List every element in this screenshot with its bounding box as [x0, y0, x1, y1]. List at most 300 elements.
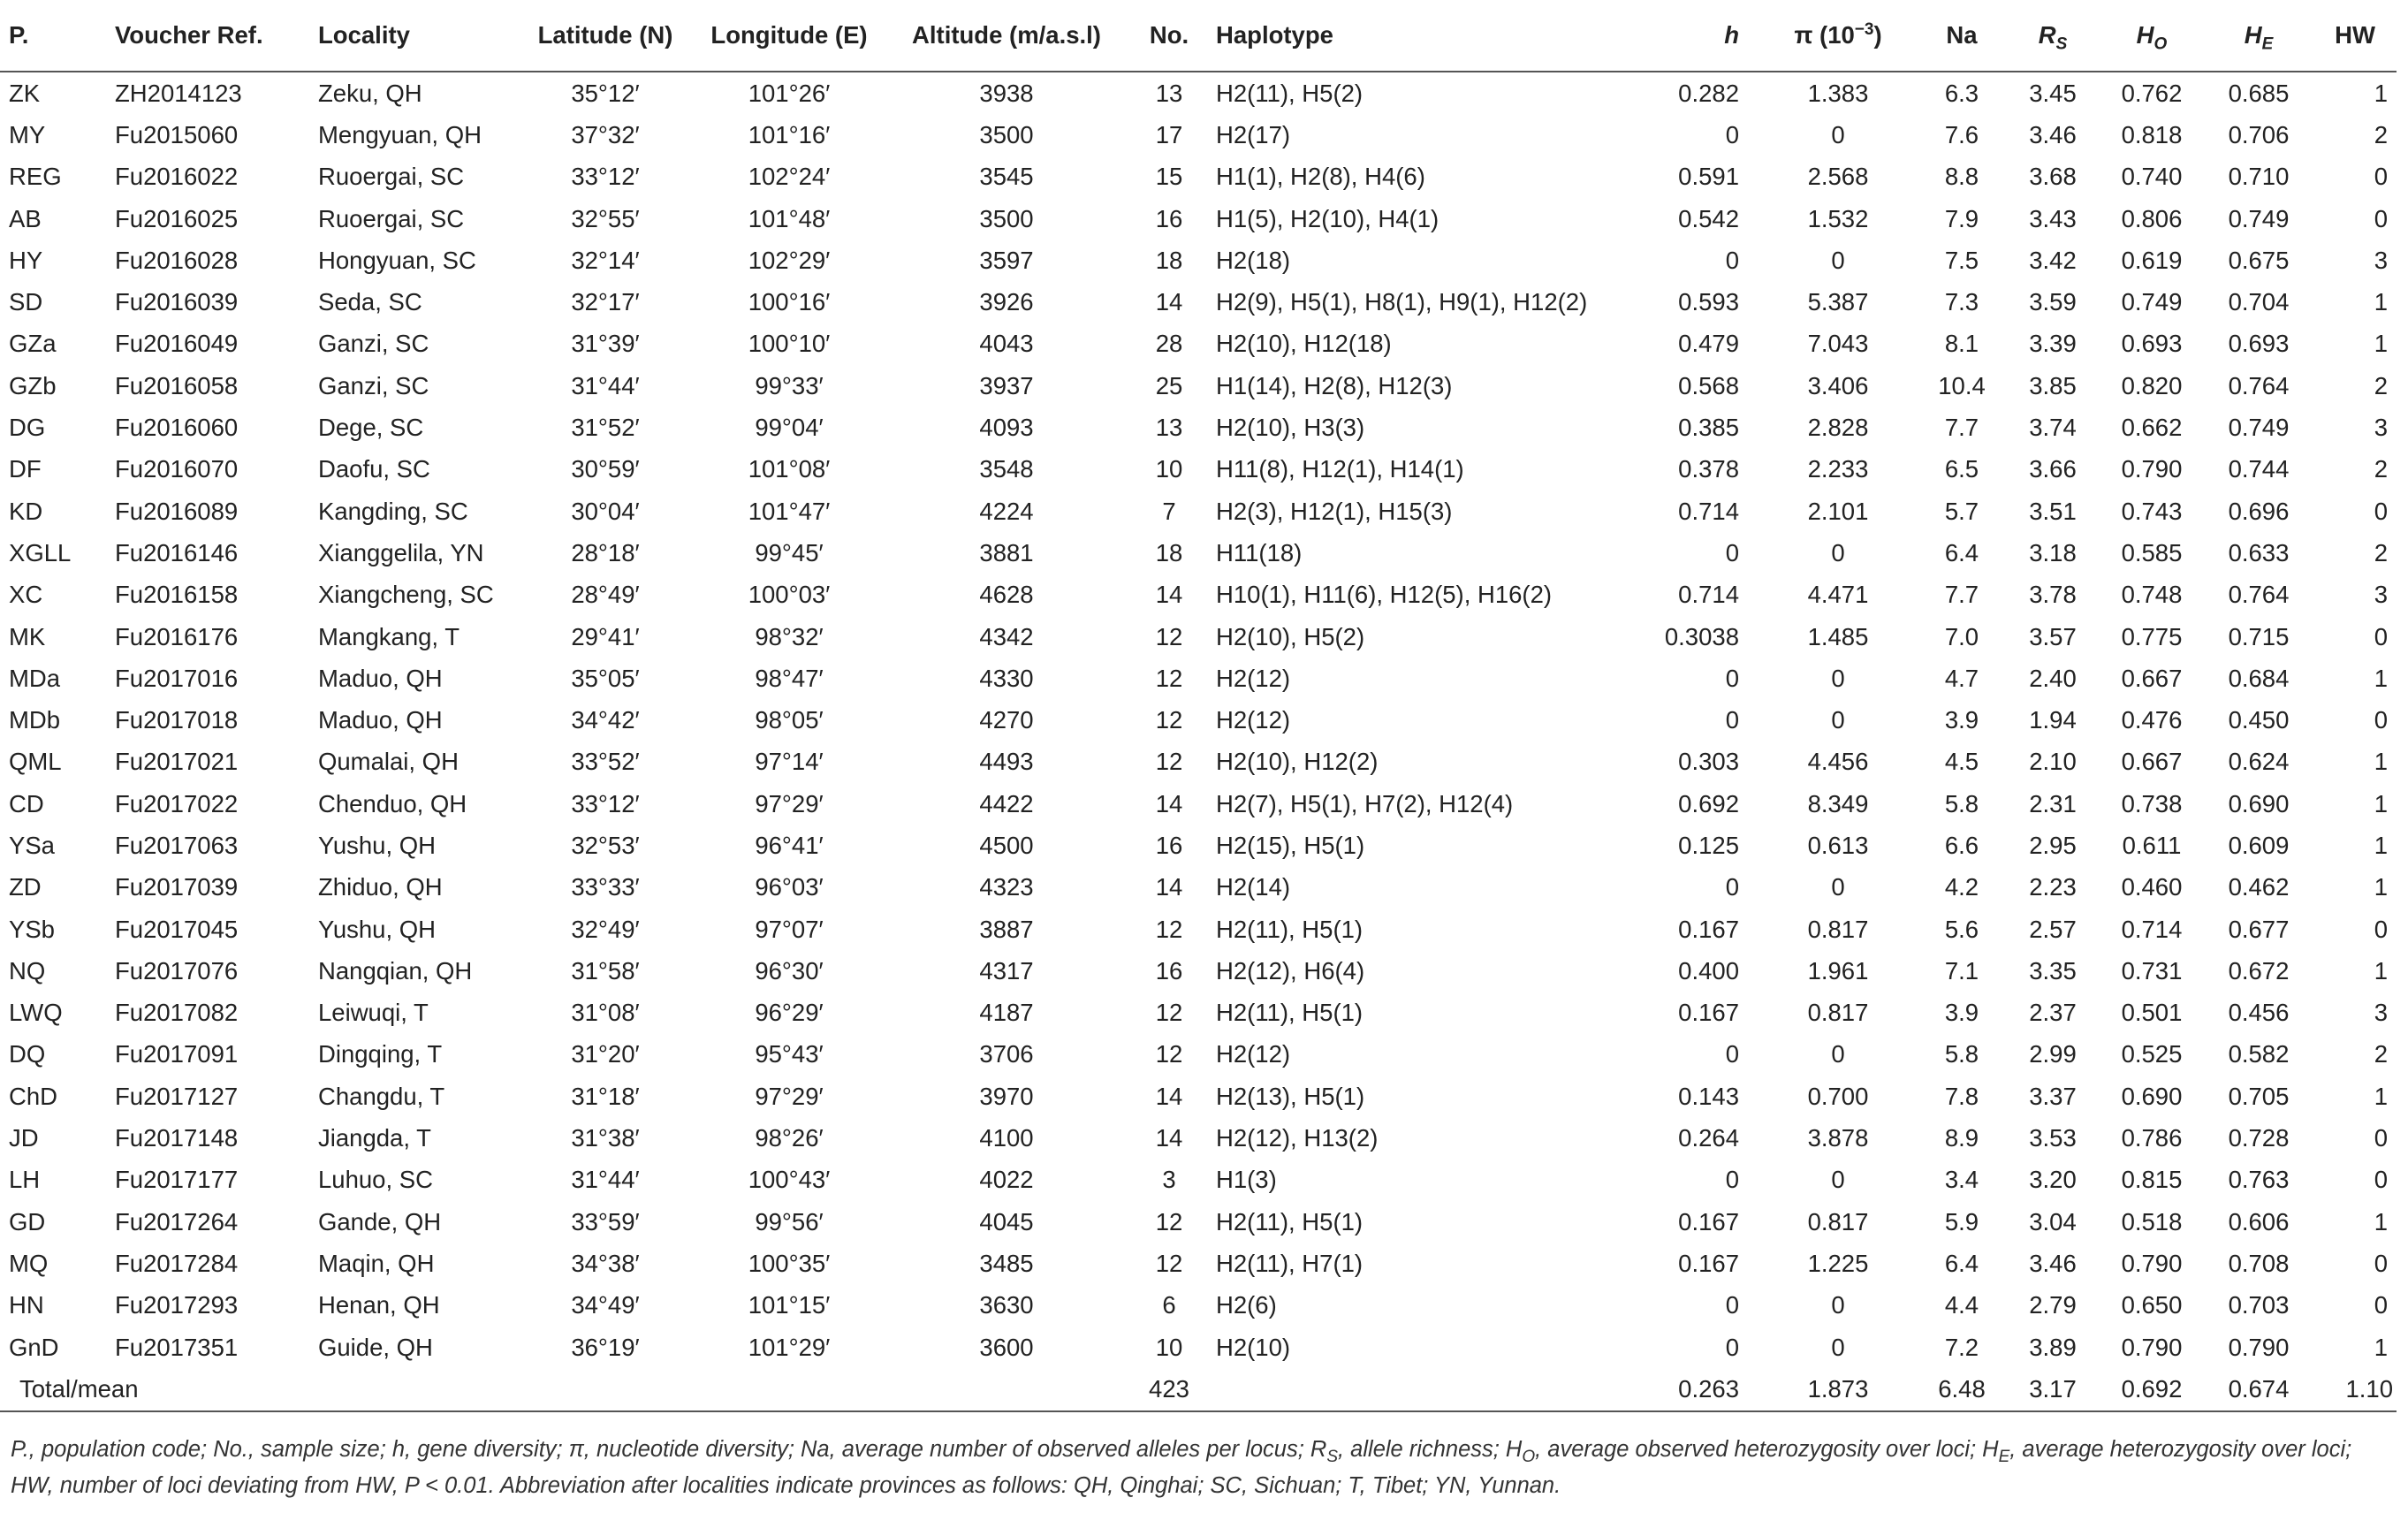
cell-locality: Zeku, QH	[318, 79, 422, 107]
cell-nucleotide-diversity: 0	[1831, 1040, 1845, 1068]
cell-observed-heterozygosity: 0.501	[2121, 999, 2183, 1027]
cell-altitude: 3545	[979, 163, 1034, 191]
cell-haplotype: H1(1), H2(8), H4(6)	[1216, 163, 1425, 191]
cell-sample-size: 14	[1155, 873, 1183, 901]
cell-observed-heterozygosity: 0.748	[2121, 581, 2183, 609]
cell-locality: Dingqing, T	[318, 1040, 443, 1068]
cell-hw: 1	[2374, 1207, 2388, 1235]
cell-expected-heterozygosity: 0.749	[2228, 204, 2290, 232]
cell-expected-heterozygosity: 0.749	[2228, 414, 2290, 442]
cell-latitude: 28°49′	[571, 581, 640, 609]
cell-longitude: 97°14′	[755, 748, 824, 776]
cell-sample-size: 14	[1155, 288, 1183, 316]
cell-altitude: 4224	[979, 497, 1034, 525]
cell-locality: Dege, SC	[318, 414, 424, 442]
cell-latitude: 33°59′	[571, 1207, 640, 1235]
cell-population: REG	[9, 163, 62, 191]
cell-observed-heterozygosity: 0.818	[2121, 120, 2183, 148]
cell-locality: Ganzi, SC	[318, 330, 429, 358]
cell-locality: Gande, QH	[318, 1207, 442, 1235]
cell-observed-heterozygosity: 0.790	[2121, 455, 2183, 483]
cell-hw: 0	[2374, 1124, 2388, 1152]
cell-gene-diversity: 0	[1725, 664, 1739, 692]
cell-allele-richness: 2.79	[2029, 1291, 2077, 1319]
total-observed-heterozygosity: 0.692	[2100, 1368, 2204, 1410]
cell-gene-diversity: 0	[1725, 246, 1739, 274]
cell-longitude: 96°03′	[755, 873, 824, 901]
cell-sample-size: 12	[1155, 915, 1183, 943]
cell-hw: 0	[2374, 915, 2388, 943]
cell-sample-size: 16	[1155, 956, 1183, 985]
cell-expected-heterozygosity: 0.456	[2228, 999, 2290, 1027]
cell-expected-heterozygosity: 0.609	[2228, 831, 2290, 859]
cell-observed-heterozygosity: 0.525	[2121, 1040, 2183, 1068]
cell-na: 8.9	[1944, 1124, 1979, 1152]
table-row	[0, 323, 2397, 365]
table-row	[0, 1159, 2397, 1201]
cell-nucleotide-diversity: 0	[1831, 1291, 1845, 1319]
cell-voucher: Fu2017148	[115, 1124, 239, 1152]
header-voucher: Voucher Ref.	[106, 0, 309, 72]
cell-longitude: 100°16′	[748, 288, 831, 316]
cell-latitude: 37°32′	[571, 120, 640, 148]
cell-nucleotide-diversity: 0.817	[1807, 999, 1869, 1027]
cell-gene-diversity: 0	[1725, 706, 1739, 734]
cell-observed-heterozygosity: 0.775	[2121, 622, 2183, 650]
cell-gene-diversity: 0.593	[1678, 288, 1739, 316]
cell-na: 7.0	[1944, 622, 1979, 650]
cell-latitude: 32°55′	[571, 204, 640, 232]
cell-population: ZD	[9, 873, 42, 901]
total-haplotype-empty	[1207, 1368, 1660, 1410]
cell-expected-heterozygosity: 0.763	[2228, 1166, 2290, 1194]
cell-expected-heterozygosity: 0.684	[2228, 664, 2290, 692]
cell-observed-heterozygosity: 0.786	[2121, 1124, 2183, 1152]
total-hw: 1.10	[2313, 1368, 2397, 1410]
cell-hw: 1	[2374, 79, 2388, 107]
cell-voucher: Fu2017091	[115, 1040, 239, 1068]
cell-population: SD	[9, 288, 43, 316]
cell-sample-size: 13	[1155, 79, 1183, 107]
cell-na: 7.9	[1944, 204, 1979, 232]
cell-latitude: 33°33′	[571, 873, 640, 901]
cell-longitude: 97°29′	[755, 1082, 824, 1110]
cell-sample-size: 13	[1155, 414, 1183, 442]
cell-observed-heterozygosity: 0.762	[2121, 79, 2183, 107]
cell-na: 7.7	[1944, 414, 1979, 442]
cell-altitude: 4187	[979, 999, 1034, 1027]
cell-allele-richness: 3.45	[2029, 79, 2077, 107]
cell-na: 5.6	[1944, 915, 1979, 943]
cell-haplotype: H11(8), H12(1), H14(1)	[1216, 455, 1464, 483]
cell-locality: Guide, QH	[318, 1333, 433, 1361]
cell-sample-size: 17	[1155, 120, 1183, 148]
cell-expected-heterozygosity: 0.708	[2228, 1249, 2290, 1277]
cell-gene-diversity: 0.714	[1678, 497, 1739, 525]
cell-voucher: Fu2016060	[115, 414, 239, 442]
total-nucleotide-diversity: 1.873	[1759, 1368, 1918, 1410]
cell-altitude: 4330	[979, 664, 1034, 692]
cell-sample-size: 6	[1162, 1291, 1176, 1319]
cell-allele-richness: 2.37	[2029, 999, 2077, 1027]
cell-gene-diversity: 0	[1725, 1040, 1739, 1068]
header-altitude: Altitude (m/a.s.l)	[882, 0, 1131, 72]
cell-na: 6.3	[1944, 79, 1979, 107]
cell-expected-heterozygosity: 0.677	[2228, 915, 2290, 943]
cell-latitude: 33°52′	[571, 748, 640, 776]
cell-voucher: ZH2014123	[115, 79, 242, 107]
cell-gene-diversity: 0.264	[1678, 1124, 1739, 1152]
cell-longitude: 98°47′	[755, 664, 824, 692]
cell-latitude: 29°41′	[571, 622, 640, 650]
cell-nucleotide-diversity: 0.613	[1807, 831, 1869, 859]
cell-expected-heterozygosity: 0.703	[2228, 1291, 2290, 1319]
cell-hw: 3	[2374, 246, 2388, 274]
cell-hw: 3	[2374, 581, 2388, 609]
cell-nucleotide-diversity: 0.817	[1807, 915, 1869, 943]
cell-altitude: 3600	[979, 1333, 1034, 1361]
cell-sample-size: 14	[1155, 789, 1183, 817]
cell-voucher: Fu2017063	[115, 831, 239, 859]
cell-gene-diversity: 0.692	[1678, 789, 1739, 817]
cell-longitude: 101°29′	[748, 1333, 831, 1361]
cell-gene-diversity: 0.303	[1678, 748, 1739, 776]
cell-altitude: 4323	[979, 873, 1034, 901]
cell-sample-size: 12	[1155, 1040, 1183, 1068]
cell-sample-size: 15	[1155, 163, 1183, 191]
cell-expected-heterozygosity: 0.706	[2228, 120, 2290, 148]
cell-longitude: 96°29′	[755, 999, 824, 1027]
cell-altitude: 4342	[979, 622, 1034, 650]
cell-observed-heterozygosity: 0.731	[2121, 956, 2183, 985]
table-row	[0, 449, 2397, 490]
header-na: Na	[1918, 0, 2006, 72]
cell-observed-heterozygosity: 0.460	[2121, 873, 2183, 901]
cell-expected-heterozygosity: 0.693	[2228, 330, 2290, 358]
cell-hw: 0	[2374, 163, 2388, 191]
cell-latitude: 32°17′	[571, 288, 640, 316]
cell-gene-diversity: 0.479	[1678, 330, 1739, 358]
table-row	[0, 1034, 2397, 1076]
cell-na: 7.1	[1944, 956, 1979, 985]
cell-latitude: 32°53′	[571, 831, 640, 859]
cell-expected-heterozygosity: 0.685	[2228, 79, 2290, 107]
cell-allele-richness: 2.23	[2029, 873, 2077, 901]
cell-observed-heterozygosity: 0.820	[2121, 371, 2183, 399]
header-expected-heterozygosity: $H_E$	[2204, 0, 2313, 72]
cell-longitude: 99°45′	[755, 538, 824, 566]
cell-haplotype: H2(12)	[1216, 664, 1291, 692]
cell-allele-richness: 3.46	[2029, 1249, 2077, 1277]
cell-gene-diversity: 0.568	[1678, 371, 1739, 399]
cell-expected-heterozygosity: 0.764	[2228, 371, 2290, 399]
cell-hw: 2	[2374, 538, 2388, 566]
cell-voucher: Fu2016039	[115, 288, 239, 316]
cell-voucher: Fu2017293	[115, 1291, 239, 1319]
cell-nucleotide-diversity: 0.700	[1807, 1082, 1869, 1110]
total-row	[0, 1368, 2397, 1410]
cell-observed-heterozygosity: 0.693	[2121, 330, 2183, 358]
cell-allele-richness: 3.51	[2029, 497, 2077, 525]
cell-locality: Chenduo, QH	[318, 789, 467, 817]
cell-na: 6.4	[1944, 1249, 1979, 1277]
cell-population: YSb	[9, 915, 55, 943]
cell-latitude: 30°04′	[571, 497, 640, 525]
table-row	[0, 532, 2397, 574]
cell-observed-heterozygosity: 0.518	[2121, 1207, 2183, 1235]
cell-locality: Changdu, T	[318, 1082, 445, 1110]
cell-gene-diversity: 0	[1725, 538, 1739, 566]
cell-altitude: 4045	[979, 1207, 1034, 1235]
cell-locality: Mengyuan, QH	[318, 120, 482, 148]
cell-allele-richness: 2.57	[2029, 915, 2077, 943]
cell-altitude: 3881	[979, 538, 1034, 566]
cell-altitude: 4317	[979, 956, 1034, 985]
cell-locality: Ganzi, SC	[318, 371, 429, 399]
cell-voucher: Fu2017016	[115, 664, 239, 692]
cell-population: GD	[9, 1207, 46, 1235]
cell-latitude: 32°14′	[571, 246, 640, 274]
cell-allele-richness: 3.89	[2029, 1333, 2077, 1361]
cell-altitude: 3548	[979, 455, 1034, 483]
cell-altitude: 4022	[979, 1166, 1034, 1194]
cell-hw: 0	[2374, 622, 2388, 650]
cell-na: 8.1	[1944, 330, 1979, 358]
cell-gene-diversity: 0.167	[1678, 915, 1739, 943]
table-row	[0, 490, 2397, 532]
cell-altitude: 4093	[979, 414, 1034, 442]
cell-voucher: Fu2017264	[115, 1207, 239, 1235]
cell-longitude: 101°47′	[748, 497, 831, 525]
cell-expected-heterozygosity: 0.624	[2228, 748, 2290, 776]
cell-allele-richness: 3.42	[2029, 246, 2077, 274]
table-row	[0, 825, 2397, 866]
cell-latitude: 31°38′	[571, 1124, 640, 1152]
total-sample-size: 423	[1131, 1368, 1207, 1410]
cell-na: 7.5	[1944, 246, 1979, 274]
cell-allele-richness: 3.78	[2029, 581, 2077, 609]
cell-latitude: 31°18′	[571, 1082, 640, 1110]
cell-expected-heterozygosity: 0.672	[2228, 956, 2290, 985]
cell-locality: Qumalai, QH	[318, 748, 459, 776]
cell-haplotype: H2(12)	[1216, 1040, 1291, 1068]
cell-latitude: 31°08′	[571, 999, 640, 1027]
cell-longitude: 100°43′	[748, 1166, 831, 1194]
cell-longitude: 101°15′	[748, 1291, 831, 1319]
cell-voucher: Fu2017018	[115, 706, 239, 734]
cell-observed-heterozygosity: 0.650	[2121, 1291, 2183, 1319]
cell-voucher: Fu2016176	[115, 622, 239, 650]
cell-expected-heterozygosity: 0.582	[2228, 1040, 2290, 1068]
cell-gene-diversity: 0	[1725, 1333, 1739, 1361]
cell-longitude: 100°03′	[748, 581, 831, 609]
cell-observed-heterozygosity: 0.740	[2121, 163, 2183, 191]
table-row	[0, 574, 2397, 616]
cell-na: 6.4	[1944, 538, 1979, 566]
cell-allele-richness: 3.53	[2029, 1124, 2077, 1152]
cell-altitude: 3926	[979, 288, 1034, 316]
cell-locality: Maqin, QH	[318, 1249, 435, 1277]
cell-gene-diversity: 0.542	[1678, 204, 1739, 232]
cell-na: 8.8	[1944, 163, 1979, 191]
cell-hw: 0	[2374, 706, 2388, 734]
cell-haplotype: H2(11), H5(1)	[1216, 1207, 1364, 1235]
cell-population: DQ	[9, 1040, 46, 1068]
total-na: 6.48	[1918, 1368, 2006, 1410]
cell-sample-size: 12	[1155, 999, 1183, 1027]
cell-locality: Ruoergai, SC	[318, 204, 465, 232]
cell-nucleotide-diversity: 2.233	[1807, 455, 1869, 483]
cell-longitude: 96°30′	[755, 956, 824, 985]
cell-latitude: 33°12′	[571, 163, 640, 191]
cell-population: JD	[9, 1124, 39, 1152]
cell-latitude: 32°49′	[571, 915, 640, 943]
cell-hw: 3	[2374, 414, 2388, 442]
cell-na: 4.4	[1944, 1291, 1979, 1319]
cell-observed-heterozygosity: 0.619	[2121, 246, 2183, 274]
cell-nucleotide-diversity: 0	[1831, 246, 1845, 274]
cell-nucleotide-diversity: 0	[1831, 538, 1845, 566]
cell-sample-size: 14	[1155, 581, 1183, 609]
table-row	[0, 950, 2397, 992]
cell-hw: 1	[2374, 664, 2388, 692]
cell-observed-heterozygosity: 0.749	[2121, 288, 2183, 316]
cell-locality: Kangding, SC	[318, 497, 468, 525]
cell-population: GnD	[9, 1333, 59, 1361]
cell-voucher: Fu2016025	[115, 204, 239, 232]
cell-longitude: 99°04′	[755, 414, 824, 442]
cell-population: LH	[9, 1166, 41, 1194]
cell-haplotype: H2(11), H5(1)	[1216, 999, 1364, 1027]
cell-na: 4.5	[1944, 748, 1979, 776]
cell-voucher: Fu2016049	[115, 330, 239, 358]
cell-expected-heterozygosity: 0.690	[2228, 789, 2290, 817]
cell-hw: 0	[2374, 204, 2388, 232]
cell-hw: 1	[2374, 1333, 2388, 1361]
cell-na: 7.6	[1944, 120, 1979, 148]
cell-allele-richness: 3.68	[2029, 163, 2077, 191]
cell-population: XC	[9, 581, 43, 609]
cell-expected-heterozygosity: 0.462	[2228, 873, 2290, 901]
cell-na: 7.8	[1944, 1082, 1979, 1110]
cell-locality: Ruoergai, SC	[318, 163, 465, 191]
cell-nucleotide-diversity: 1.961	[1807, 956, 1869, 985]
cell-voucher: Fu2016146	[115, 538, 239, 566]
cell-sample-size: 16	[1155, 204, 1183, 232]
cell-voucher: Fu2017022	[115, 789, 239, 817]
cell-hw: 0	[2374, 1291, 2388, 1319]
cell-na: 7.7	[1944, 581, 1979, 609]
cell-na: 5.9	[1944, 1207, 1979, 1235]
cell-haplotype: H2(10), H12(18)	[1216, 330, 1392, 358]
cell-allele-richness: 3.59	[2029, 288, 2077, 316]
cell-nucleotide-diversity: 0	[1831, 664, 1845, 692]
cell-sample-size: 12	[1155, 748, 1183, 776]
cell-locality: Yushu, QH	[318, 915, 436, 943]
cell-haplotype: H2(10), H5(2)	[1216, 622, 1365, 650]
cell-hw: 2	[2374, 120, 2388, 148]
cell-na: 3.9	[1944, 999, 1979, 1027]
cell-haplotype: H2(18)	[1216, 246, 1291, 274]
cell-observed-heterozygosity: 0.662	[2121, 414, 2183, 442]
cell-na: 7.3	[1944, 288, 1979, 316]
cell-observed-heterozygosity: 0.738	[2121, 789, 2183, 817]
cell-gene-diversity: 0.3038	[1664, 622, 1739, 650]
cell-sample-size: 14	[1155, 1082, 1183, 1110]
cell-allele-richness: 2.99	[2029, 1040, 2077, 1068]
cell-allele-richness: 3.18	[2029, 538, 2077, 566]
cell-nucleotide-diversity: 0.817	[1807, 1207, 1869, 1235]
cell-voucher: Fu2017127	[115, 1082, 239, 1110]
cell-altitude: 4628	[979, 581, 1034, 609]
cell-gene-diversity: 0.378	[1678, 455, 1739, 483]
cell-observed-heterozygosity: 0.690	[2121, 1082, 2183, 1110]
cell-population: MDb	[9, 706, 61, 734]
cell-allele-richness: 3.04	[2029, 1207, 2077, 1235]
cell-locality: Daofu, SC	[318, 455, 430, 483]
table-row	[0, 699, 2397, 741]
cell-hw: 0	[2374, 1249, 2388, 1277]
cell-population: GZa	[9, 330, 57, 358]
cell-gene-diversity: 0	[1725, 120, 1739, 148]
cell-altitude: 3706	[979, 1040, 1034, 1068]
cell-latitude: 31°44′	[571, 1166, 640, 1194]
cell-population: CD	[9, 789, 44, 817]
cell-observed-heterozygosity: 0.806	[2121, 204, 2183, 232]
table-row	[0, 909, 2397, 950]
cell-nucleotide-diversity: 1.383	[1807, 79, 1869, 107]
cell-sample-size: 12	[1155, 664, 1183, 692]
cell-hw: 0	[2374, 497, 2388, 525]
cell-longitude: 101°48′	[748, 204, 831, 232]
cell-gene-diversity: 0.714	[1678, 581, 1739, 609]
cell-longitude: 96°41′	[755, 831, 824, 859]
cell-sample-size: 18	[1155, 538, 1183, 566]
cell-longitude: 97°29′	[755, 789, 824, 817]
cell-observed-heterozygosity: 0.667	[2121, 748, 2183, 776]
cell-voucher: Fu2017082	[115, 999, 239, 1027]
cell-population: ChD	[9, 1082, 58, 1110]
cell-na: 4.2	[1944, 873, 1979, 901]
cell-gene-diversity: 0.591	[1678, 163, 1739, 191]
cell-population: KD	[9, 497, 43, 525]
cell-locality: Xianggelila, YN	[318, 538, 484, 566]
cell-observed-heterozygosity: 0.585	[2121, 538, 2183, 566]
cell-observed-heterozygosity: 0.476	[2121, 706, 2183, 734]
cell-voucher: Fu2017039	[115, 873, 239, 901]
cell-locality: Nangqian, QH	[318, 956, 473, 985]
cell-altitude: 3938	[979, 79, 1034, 107]
table-row	[0, 72, 2397, 114]
cell-sample-size: 7	[1162, 497, 1176, 525]
cell-haplotype: H2(6)	[1216, 1291, 1277, 1319]
table-row	[0, 114, 2397, 156]
cell-gene-diversity: 0.125	[1678, 831, 1739, 859]
table-row	[0, 198, 2397, 239]
cell-locality: Mangkang, T	[318, 622, 460, 650]
cell-locality: Henan, QH	[318, 1291, 440, 1319]
cell-nucleotide-diversity: 4.471	[1807, 581, 1869, 609]
cell-na: 4.7	[1944, 664, 1979, 692]
cell-population: DG	[9, 414, 46, 442]
cell-expected-heterozygosity: 0.705	[2228, 1082, 2290, 1110]
cell-haplotype: H2(13), H5(1)	[1216, 1082, 1365, 1110]
cell-longitude: 98°32′	[755, 622, 824, 650]
table-footnote: P., population code; No., sample size; h, gene diversity; π, nucleotide diversity; Na, average number of observed alleles per locus; $R_S$, allele richness; $H_O$, average observed heterozygosity over loci; $H_E$, average heterozygosity over loci; HW, number of loci deviating from HW, P < 0.01. Abbreviation after localities indicate provinces as follows: QH, Qinghai; SC, Sichuan; T, Tibet; YN, Yunnan.	[11, 1437, 2352, 1498]
cell-voucher: Fu2016022	[115, 163, 239, 191]
header-row	[0, 0, 2397, 72]
cell-expected-heterozygosity: 0.606	[2228, 1207, 2290, 1235]
